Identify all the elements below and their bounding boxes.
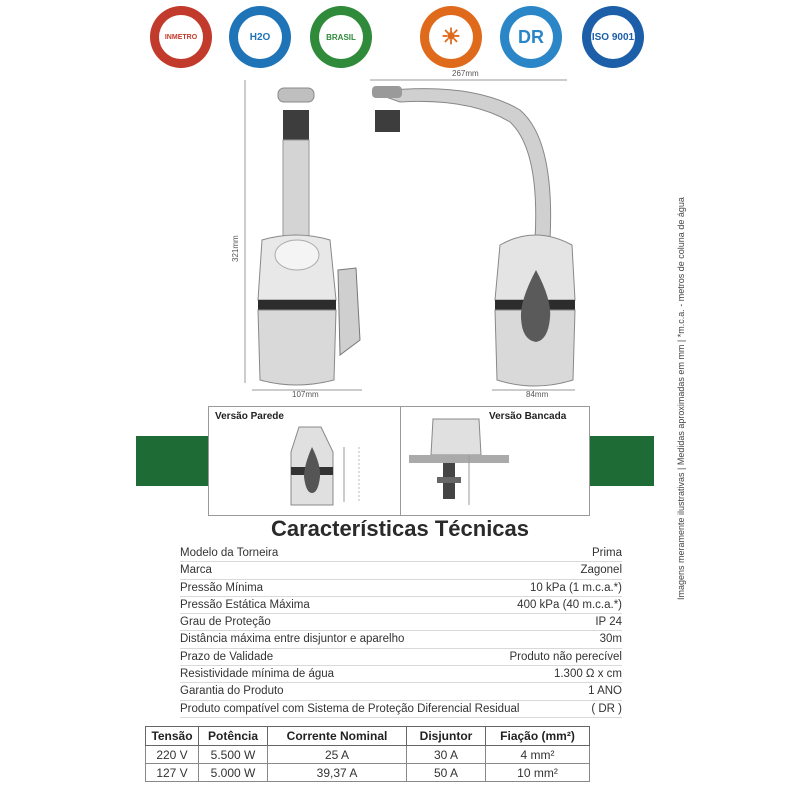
spec-value: 30m <box>599 633 622 646</box>
spec-label: Pressão Estática Máxima <box>180 598 310 611</box>
badge-text: H2O <box>238 15 282 59</box>
spec-row <box>180 649 622 666</box>
spec-row <box>180 701 622 718</box>
bench-version-inset <box>400 406 590 516</box>
wall-faucet-illustration <box>258 88 360 385</box>
spec-row <box>180 614 622 631</box>
table-cell: 220 V <box>146 746 199 764</box>
dimension-width-base-left: 107mm <box>292 390 319 399</box>
spec-value: 400 kPa (40 m.c.a.*) <box>517 598 622 611</box>
spec-value: Zagonel <box>580 564 622 577</box>
table-row <box>146 746 590 764</box>
bench-version-label: Versão Bancada <box>489 411 567 422</box>
spec-row <box>180 631 622 648</box>
badge-text: INMETRO <box>159 15 203 59</box>
side-note: Imagens meramente ilustrativas | Medidas aproximadas em mm | *m.c.a. - metros de coluna de água <box>676 197 686 600</box>
table-cell: 30 A <box>407 746 486 764</box>
section-title: Características Técnicas <box>270 516 530 541</box>
spec-row <box>180 545 622 562</box>
dimension-width-base-right: 84mm <box>526 390 549 399</box>
iso-9001-badge <box>582 6 644 68</box>
spec-row <box>180 683 622 700</box>
spec-value: 1 ANO <box>588 685 622 698</box>
badge-text: DR <box>509 15 553 59</box>
spec-value: 10 kPa (1 m.c.a.*) <box>529 581 622 594</box>
spec-row <box>180 597 622 614</box>
spec-value: ( DR ) <box>591 702 622 715</box>
spec-label: Marca <box>180 564 212 577</box>
spec-label: Modelo da Torneira <box>180 547 279 559</box>
wall-install-drawing <box>209 407 401 515</box>
safety-badge <box>420 6 482 68</box>
column-header: Tensão <box>146 727 199 746</box>
spec-label: Distância máxima entre disjuntor e aparelho <box>180 633 405 646</box>
spec-row <box>180 666 622 683</box>
dimension-width-top: 267mm <box>452 70 479 78</box>
specs-list <box>180 545 622 718</box>
electrical-table <box>145 726 590 782</box>
table-cell: 4 mm² <box>486 746 590 764</box>
dr-protection-badge <box>500 6 562 68</box>
badge-text: BRASIL <box>319 15 363 59</box>
table-header-row <box>146 727 590 746</box>
table-cell: 127 V <box>146 764 199 782</box>
table-cell: 5.000 W <box>199 764 268 782</box>
spec-value: 1.300 Ω x cm <box>553 668 622 681</box>
column-header: Potência <box>199 727 268 746</box>
bench-faucet-illustration <box>372 86 575 386</box>
column-header: Corrente Nominal <box>268 727 407 746</box>
wall-version-label: Versão Parede <box>215 411 284 422</box>
spec-value: IP 24 <box>595 616 622 629</box>
spec-label: Produto compatível com Sistema de Proteção Diferencial Residual <box>180 702 520 715</box>
green-band-right <box>588 436 654 486</box>
badge-text: ISO 9001 <box>591 15 635 59</box>
table-cell: 10 mm² <box>486 764 590 782</box>
spec-label: Pressão Mínima <box>180 581 264 594</box>
column-header: Disjuntor <box>407 727 486 746</box>
dimension-height-left: 321mm <box>231 235 240 262</box>
column-header: Fiação (mm²) <box>486 727 590 746</box>
table-cell: 39,37 A <box>268 764 407 782</box>
spec-row <box>180 580 622 597</box>
energy-saving-badge <box>229 6 291 68</box>
wall-version-inset <box>208 406 402 516</box>
spec-label: Grau de Proteção <box>180 616 271 629</box>
spec-value: Produto não perecível <box>509 650 622 663</box>
spec-value: Prima <box>591 547 622 559</box>
table-cell: 50 A <box>407 764 486 782</box>
made-in-brazil-badge <box>310 6 372 68</box>
table-cell: 5.500 W <box>199 746 268 764</box>
spec-label: Resistividade mínima de água <box>180 668 335 681</box>
certification-seal-badge <box>150 6 212 68</box>
sun-icon: ☀ <box>429 15 473 59</box>
green-band-left <box>136 436 208 486</box>
spec-label: Prazo de Validade <box>180 650 274 663</box>
spec-row <box>180 562 622 579</box>
bench-install-drawing <box>401 407 589 515</box>
table-cell: 25 A <box>268 746 407 764</box>
table-row <box>146 764 590 782</box>
spec-label: Garantia do Produto <box>180 685 284 698</box>
